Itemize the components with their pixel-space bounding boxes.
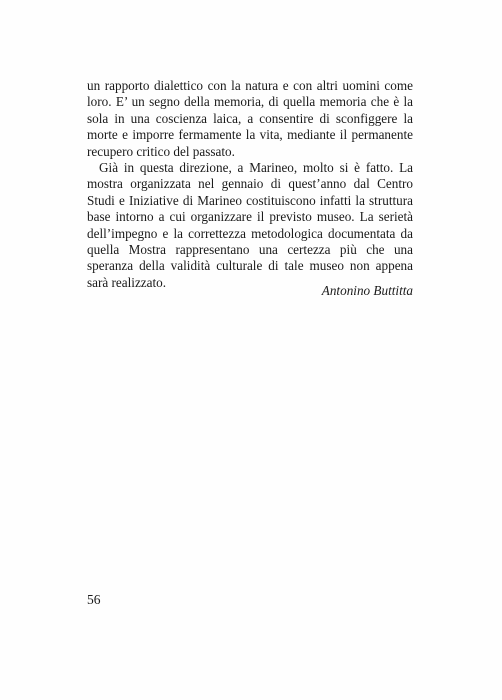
paragraph-2: Già in questa direzione, a Marineo, molto si è fatto. La mostra organizzata nel gennaio di quest’anno dal Centro Studi e Iniziative di Marineo costituiscono infatti la struttura base intorno a cui organizzare il previsto museo. La serietà dell’impegno e la correttezza metodologica documentata da quella Mostra rappresentano una certezza più che una speranza della validità culturale di tale museo non appena sarà realizzato.	[87, 160, 413, 290]
author-signature: Antonino Buttitta	[321, 283, 413, 298]
body-text	[87, 78, 413, 291]
page-number: 56	[87, 592, 101, 607]
paragraph-1: un rapporto dialettico con la natura e con altri uomini come loro. E’ un segno della memoria, di quella memoria che è la sola in una coscienza laica, a consentire di sconfiggere la morte e imporre fermamente la vita, mediante il permanente recupero critico del passato.	[87, 78, 413, 159]
